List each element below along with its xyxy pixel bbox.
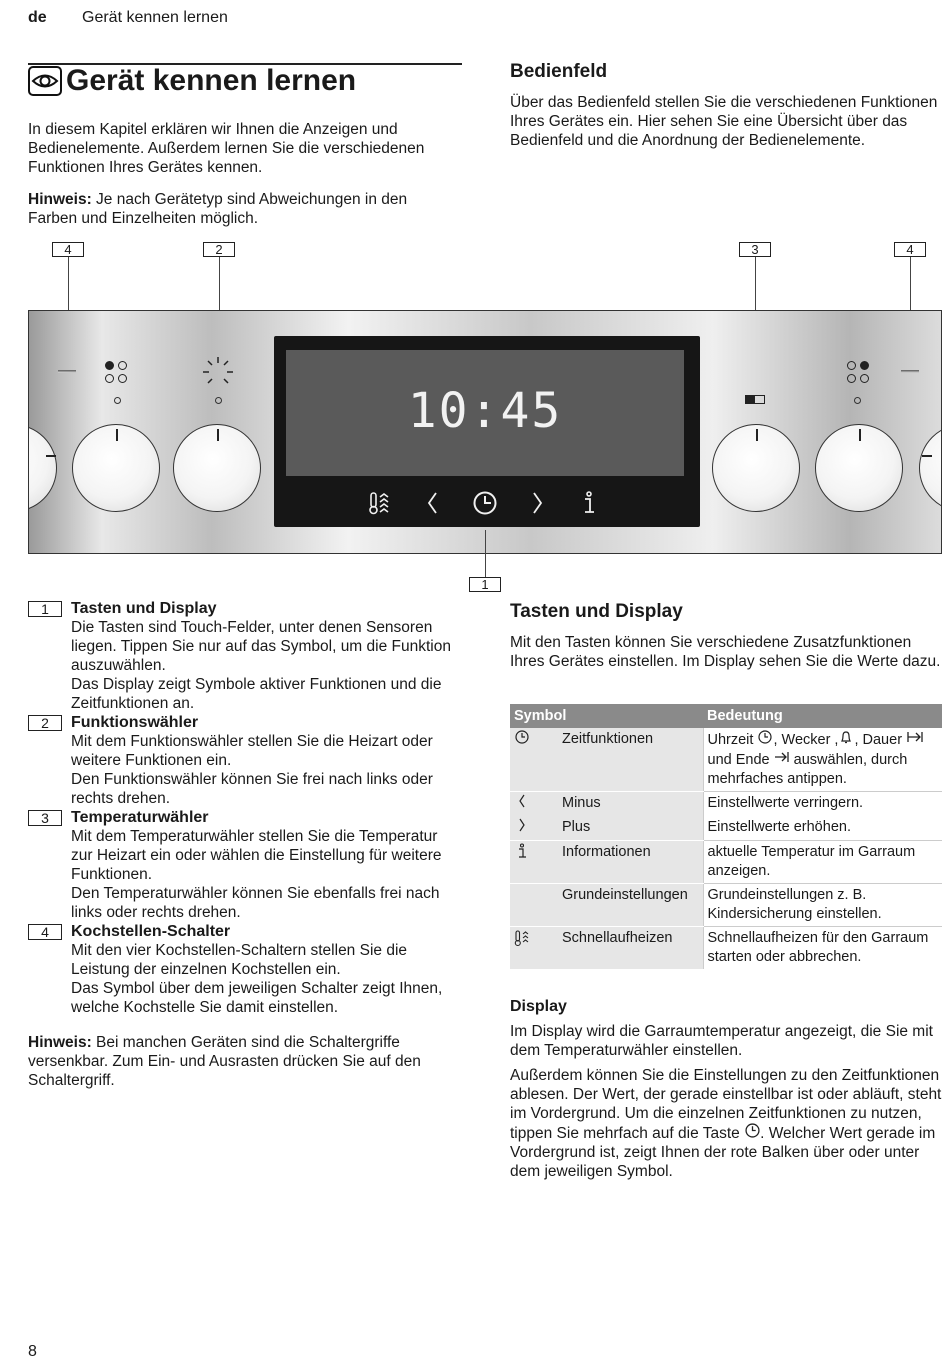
tasten-heading: Tasten und Display	[510, 601, 683, 622]
function-selector-knob[interactable]	[173, 424, 261, 512]
hob-zone-front-left-icon	[105, 361, 129, 385]
display-unit	[274, 336, 700, 527]
table-row	[510, 884, 942, 927]
running-header: Gerät kennen lernen	[82, 9, 228, 26]
table-row	[510, 927, 942, 970]
indicator-slit	[901, 370, 919, 373]
hob-knob-partial-right[interactable]	[919, 424, 942, 512]
legend-number: 1	[28, 601, 62, 617]
table-cell-name: Plus	[558, 816, 703, 841]
intro-hint	[28, 190, 460, 228]
hint-note	[28, 1033, 460, 1090]
table-row	[510, 728, 942, 792]
bedienfeld-text: Über das Bedienfeld stellen Sie die verschiedenen Funktionen Ihres Gerätes ein. Hier sehen Sie eine Übersicht über das Bedienfeld und die Anordnung der Bedienelemente.	[510, 94, 938, 149]
hint-label: Hinweis:	[28, 191, 92, 208]
rapid-heat-button[interactable]	[366, 490, 396, 522]
end-time-icon	[774, 750, 790, 769]
table-cell-name: Informationen	[558, 841, 703, 884]
table-row	[510, 792, 942, 817]
rapid-heat-icon	[368, 490, 394, 516]
hint-label: Hinweis:	[28, 1034, 92, 1051]
page-number: 8	[28, 1343, 37, 1360]
table-cell-name: Schnellaufheizen	[558, 927, 703, 970]
legend-title: Funktionswähler	[71, 714, 199, 731]
table-row	[510, 816, 942, 841]
display-screen	[286, 350, 684, 476]
legend-number: 3	[28, 810, 62, 826]
display-time: 10:45	[407, 383, 563, 439]
legend-text: Mit dem Funktionswähler stellen Sie die Heizart oder weitere Funktionen ein. Den Funktionswähler können Sie frei nach links oder rechts drehen.	[71, 733, 433, 807]
indicator-slit	[58, 370, 76, 373]
legend-title: Temperaturwähler	[71, 809, 209, 826]
chevron-left-icon	[420, 490, 446, 516]
table-cell-meaning: Einstellwerte erhöhen.	[703, 816, 942, 841]
hob-zone-front-right-icon	[847, 361, 871, 385]
meaning-part: , Wecker ,	[773, 732, 839, 748]
clock-button[interactable]	[470, 490, 500, 522]
bell-icon	[838, 730, 854, 749]
eye-icon	[28, 66, 62, 96]
symbol-table	[510, 704, 942, 969]
display-heading: Display	[510, 998, 567, 1015]
legend-text: Mit dem Temperaturwähler stellen Sie die Temperatur zur Heizart ein oder wählen die Einstellung für weitere Funktionen. Den Temperaturwähler können Sie ebenfalls frei nach links oder rechts drehen.	[71, 828, 442, 921]
display-text-part: . Welcher Wert gerade im Vordergrund ist, zeigt Ihnen der rote Balken über oder unter dem jeweiligen Symbol.	[510, 1125, 936, 1180]
callout-4-left: 4	[52, 242, 84, 257]
table-cell-name: Grundeinstellungen	[558, 884, 703, 927]
info-icon	[514, 843, 530, 864]
plus-button[interactable]	[522, 490, 552, 522]
info-button[interactable]	[574, 490, 604, 522]
meaning-part: und Ende	[707, 752, 774, 768]
hob-switch-knob[interactable]	[815, 424, 903, 512]
page-title: Gerät kennen lernen	[66, 64, 357, 97]
meaning-part: auswählen, durch mehrfaches antippen.	[707, 752, 908, 787]
table-cell-meaning: Einstellwerte verringern.	[703, 792, 942, 817]
display-text-2	[510, 1066, 942, 1181]
display-text-1: Im Display wird die Garraumtemperatur angezeigt, die Sie mit dem Temperaturwähler einstellen.	[510, 1023, 933, 1059]
callout-1: 1	[469, 577, 501, 592]
clock-icon	[757, 730, 773, 749]
legend-text: Die Tasten sind Touch-Felder, unter denen Sensoren liegen. Tippen Sie nur auf das Symbol, um die Funktion auszuwählen. Das Display zeigt Symbole aktiver Funktionen und die Zeitfunktionen an.	[71, 619, 451, 712]
hint-text: Bei manchen Geräten sind die Schaltergriffe versenkbar. Zum Ein- und Ausrasten drücken Sie auf den Schaltergriff.	[28, 1034, 421, 1089]
table-cell-meaning: Schnellaufheizen für den Garraum starten oder abbrechen.	[703, 927, 942, 970]
legend-number: 4	[28, 924, 62, 940]
table-header-meaning: Bedeutung	[703, 704, 942, 728]
table-cell-meaning: aktuelle Temperatur im Garraum anzeigen.	[703, 841, 942, 884]
chevron-left-icon	[514, 794, 530, 813]
callout-2: 2	[203, 242, 235, 257]
table-cell-name: Minus	[558, 792, 703, 817]
clock-icon	[472, 490, 498, 516]
chevron-right-icon	[524, 490, 550, 516]
indicator-dot	[854, 397, 861, 404]
temperature-selector-knob[interactable]	[712, 424, 800, 512]
callout-line	[485, 530, 486, 577]
table-header-symbol: Symbol	[510, 704, 703, 728]
temperature-selector-icon	[745, 395, 765, 404]
table-row	[510, 841, 942, 884]
table-cell-meaning: Grundeinstellungen z. B. Kindersicherung einstellen.	[703, 884, 942, 927]
legend-title: Kochstellen-Schalter	[71, 923, 231, 940]
rapid-heat-icon	[514, 929, 530, 952]
clock-icon	[744, 1123, 760, 1143]
language-tag: de	[28, 9, 47, 26]
control-panel	[28, 310, 942, 554]
intro-text: In diesem Kapitel erklären wir Ihnen die Anzeigen und Bedienelemente. Außerdem lernen Sie die verschiedenen Funktionen Ihres Gerätes kennen.	[28, 121, 425, 176]
info-icon	[576, 490, 602, 516]
indicator-dot	[215, 397, 222, 404]
callout-3: 3	[739, 242, 771, 257]
meaning-part: Uhrzeit	[707, 732, 758, 748]
legend-text: Mit den vier Kochstellen-Schaltern stellen Sie die Leistung der einzelnen Kochstellen ein. Das Symbol über dem jeweiligen Schalter zeigt Ihnen, welche Kochstelle Sie damit einstellen.	[71, 942, 443, 1016]
meaning-part: , Dauer	[854, 732, 907, 748]
minus-button[interactable]	[418, 490, 448, 522]
clock-icon	[514, 730, 530, 749]
table-cell-name: Zeitfunktionen	[558, 728, 703, 792]
function-selector-icon	[201, 355, 235, 394]
callout-4-right: 4	[894, 242, 926, 257]
tasten-text: Mit den Tasten können Sie verschiedene Zusatzfunktionen Ihres Gerätes einstellen. Im Display sehen Sie die Werte dazu.	[510, 634, 941, 670]
table-cell-meaning	[703, 728, 942, 792]
hint-text: Je nach Gerätetyp sind Abweichungen in den Farben und Einzelheiten möglich.	[28, 191, 408, 227]
hob-knob-partial-left[interactable]	[28, 424, 57, 512]
duration-icon	[906, 730, 922, 749]
display-text-part: Außerdem können Sie die Einstellungen zu den Zeitfunktionen ablesen. Der Wert, der gerade einstellbar ist oder abläuft, steht im Vordergrund. Um die einzelnen Zeitfunktionen zu nutzen, tippen Sie mehrfach auf die Taste	[510, 1067, 942, 1142]
chevron-right-icon	[514, 818, 530, 837]
legend-title: Tasten und Display	[71, 600, 217, 617]
legend-number: 2	[28, 715, 62, 731]
indicator-dot	[114, 397, 121, 404]
bedienfeld-heading: Bedienfeld	[510, 61, 608, 82]
hob-switch-knob[interactable]	[72, 424, 160, 512]
